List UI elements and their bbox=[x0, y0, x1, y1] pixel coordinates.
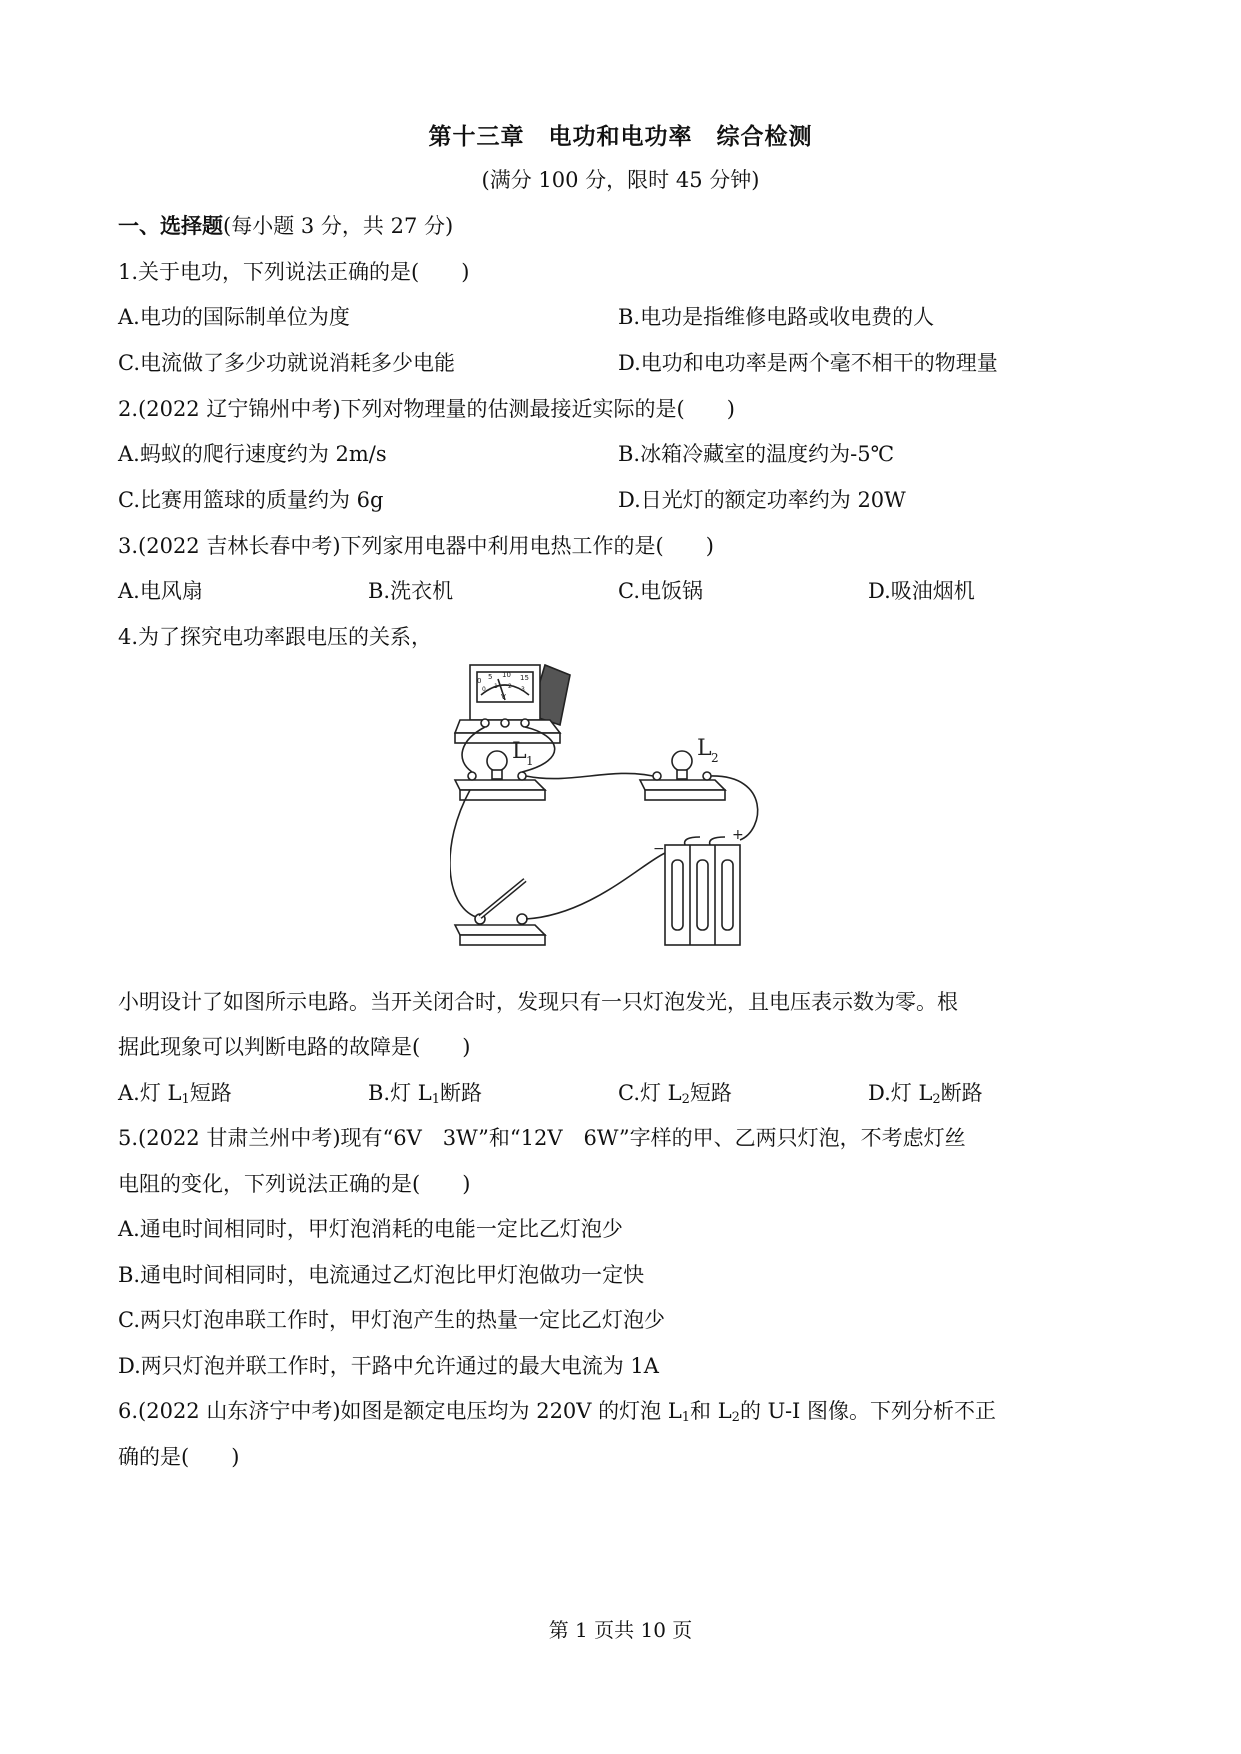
meter-tick-5: 5 bbox=[488, 673, 493, 681]
battery bbox=[665, 837, 740, 945]
q3-option-d: D.吸油烟机 bbox=[868, 579, 975, 603]
q4-stem-continued-1: 小明设计了如图所示电路。当开关闭合时，发现只有一只灯泡发光，且电压表示数为零。根 bbox=[118, 990, 958, 1014]
section-heading bbox=[118, 210, 453, 240]
q2-option-b: B.冰箱冷藏室的温度约为-5℃ bbox=[618, 442, 895, 466]
q5-stem-2: 电阻的变化，下列说法正确的是( ) bbox=[118, 1172, 471, 1196]
page-number: 第 1 页共 10 页 bbox=[548, 1618, 693, 1642]
battery-minus-label: − bbox=[653, 841, 665, 857]
meter-tick-inner-0: 0 bbox=[482, 686, 486, 693]
battery-plus-label: + bbox=[732, 827, 744, 843]
q5-option-b: B.通电时间相同时，电流通过乙灯泡比甲灯泡做功一定快 bbox=[118, 1263, 645, 1287]
lamp-l1-label-sub: 1 bbox=[526, 754, 534, 768]
q6-stem-1: 6.(2022 山东济宁中考)如图是额定电压均为 220V 的灯泡 $L_1$和 $L_2$的 U-I 图像。下列分析不正 bbox=[118, 1399, 997, 1425]
q2-option-d: D.日光灯的额定功率约为 20W bbox=[618, 488, 906, 512]
section-note: (每小题 3 分，共 27 分) bbox=[223, 214, 454, 238]
q2-option-c: C.比赛用篮球的质量约为 6g bbox=[118, 488, 384, 512]
q4-option-b: B.灯 $L_1$断路 bbox=[368, 1081, 483, 1107]
meter-tick-inner-2: 2 bbox=[508, 683, 512, 690]
q4-stem: 4.为了探究电功率跟电压的关系， bbox=[118, 625, 433, 649]
q4-option-a: A.灯 $L_1$短路 bbox=[118, 1081, 232, 1107]
meter-tick-10: 10 bbox=[502, 671, 511, 679]
q5-option-c: C.两只灯泡串联工作时，甲灯泡产生的热量一定比乙灯泡少 bbox=[118, 1308, 665, 1332]
meter-unit: V bbox=[501, 693, 506, 701]
meter-tick-15: 15 bbox=[520, 674, 529, 682]
meter-tick-inner-3: 3 bbox=[521, 686, 525, 693]
q4-stem-continued-2: 据此现象可以判断电路的故障是( ) bbox=[118, 1035, 471, 1059]
q5-option-a: A.通电时间相同时，甲灯泡消耗的电能一定比乙灯泡少 bbox=[118, 1217, 623, 1241]
q1-option-d: D.电功和电功率是两个毫不相干的物理量 bbox=[618, 351, 998, 375]
page-subtitle: (满分 100 分，限时 45 分钟) bbox=[481, 168, 760, 192]
q5-option-d: D.两只灯泡并联工作时，干路中允许通过的最大电流为 1A bbox=[118, 1354, 659, 1378]
q1-stem: 1.关于电功，下列说法正确的是( ) bbox=[118, 260, 470, 284]
voltmeter bbox=[455, 665, 570, 743]
q3-stem: 3.(2022 吉林长春中考)下列家用电器中利用电热工作的是( ) bbox=[118, 534, 714, 558]
meter-tick-inner-1: 1 bbox=[494, 683, 498, 690]
q1-option-c: C.电流做了多少功就说消耗多少电能 bbox=[118, 351, 455, 375]
q4-option-c: C.灯 $L_2$短路 bbox=[618, 1081, 732, 1107]
section-title: 一、选择题 bbox=[118, 213, 223, 238]
lamp-l2-label-sub: 2 bbox=[711, 751, 719, 765]
q3-option-a: A.电风扇 bbox=[118, 579, 203, 603]
q3-option-c: C.电饭锅 bbox=[618, 579, 703, 603]
q2-stem: 2.(2022 辽宁锦州中考)下列对物理量的估测最接近实际的是( ) bbox=[118, 397, 735, 421]
q2-option-a: A.蚂蚁的爬行速度约为 2m/s bbox=[118, 442, 387, 466]
q1-option-a: A.电功的国际制单位为度 bbox=[118, 305, 350, 329]
lamp-l1-label: L bbox=[512, 739, 527, 764]
q3-option-b: B.洗衣机 bbox=[368, 579, 454, 603]
meter-tick-0: 0 bbox=[477, 677, 482, 685]
page-title: 第十三章 电功和电功率 综合检测 bbox=[428, 123, 813, 150]
q5-stem-1: 5.(2022 甘肃兰州中考)现有“6V 3W”和“12V 6W”字样的甲、乙两只灯泡，不考虑灯丝 bbox=[118, 1126, 966, 1150]
circuit-diagram bbox=[450, 655, 790, 960]
q1-option-b: B.电功是指维修电路或收电费的人 bbox=[618, 305, 935, 329]
q6-stem-2: 确的是( ) bbox=[118, 1445, 240, 1469]
lamp-l2-label: L bbox=[697, 736, 712, 761]
q4-option-d: D.灯 $L_2$断路 bbox=[868, 1081, 983, 1107]
